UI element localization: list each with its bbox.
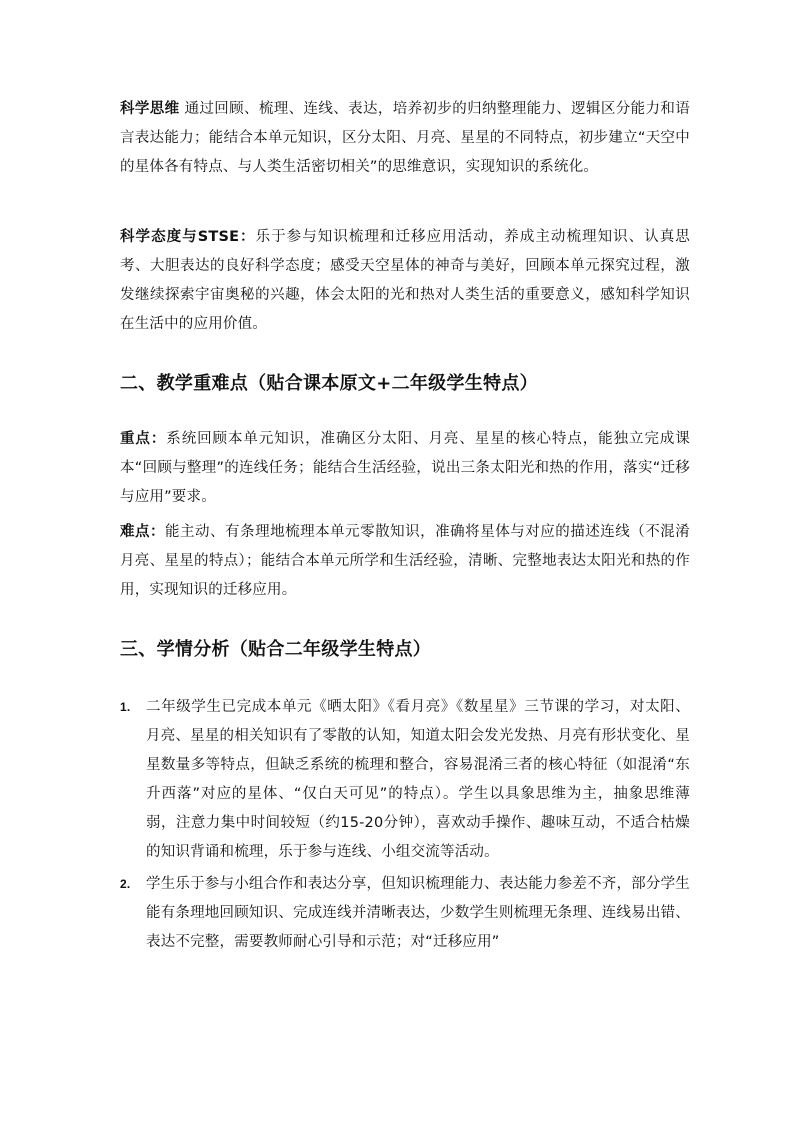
scientific-thinking-text: 通过回顾、梳理、连线、表达，培养初步的归纳整理能力、逻辑区分能力和语言表达能力；能结合本单元知识，区分太阳、月亮、星星的不同特点，初步建立“天空中的星体各有特点、与人类生活密切相关”的思维意识，实现知识的系统化。 (120, 101, 690, 175)
list-number: 2. (120, 877, 131, 891)
student-analysis-list (120, 693, 690, 957)
scientific-thinking-label: 科学思维 (120, 101, 180, 117)
list-item (120, 693, 690, 867)
key-point-text: 系统回顾本单元知识，准确区分太阳、月亮、星星的核心特点，能独立完成课本“回顾与整理”的连线任务；能结合生活经验，说出三条太阳光和热的作用，落实“迁移与应用”要求。 (120, 431, 690, 505)
key-point-label: 重点： (120, 431, 167, 447)
difficulty-paragraph (120, 518, 690, 605)
scientific-attitude-label: 科学态度与STSE： (120, 229, 256, 245)
section-three-heading: 三、学情分析（贴合二年级学生特点） (120, 639, 432, 660)
list-item-text: 二年级学生已完成本单元《晒太阳》《看月亮》《数星星》三节课的学习，对太阳、月亮、星星的相关知识有了零散的认知，知道太阳会发光发热、月亮有形状变化、星星数量多等特点，但缺乏系统的梳理和整合，容易混淆三者的核心特征（如混淆“东升西落”对应的星体、“仅白天可见”的特点）。学生以具象思维为主，抽象思维薄弱，注意力集中时间较短（约15-20分钟），喜欢动手操作、趣味互动，不适合枯燥的知识背诵和梳理，乐于参与连线、小组交流等活动。 (146, 699, 690, 860)
scientific-thinking-paragraph (120, 95, 690, 182)
list-number: 1. (120, 700, 131, 714)
section-two-heading: 二、教学重难点（贴合课本原文+二年级学生特点） (120, 373, 538, 394)
scientific-attitude-text: 乐于参与知识梳理和迁移应用活动，养成主动梳理知识、认真思考、大胆表达的良好科学态度；感受天空星体的神奇与美好，回顾本单元探究过程，激发继续探索宇宙奥秘的兴趣，体会太阳的光和热对人类生活的重要意义，感知科学知识在生活中的应用价值。 (120, 229, 690, 332)
list-item (120, 870, 690, 957)
difficulty-text: 能主动、有条理地梳理本单元零散知识，准确将星体与对应的描述连线（不混淆月亮、星星的特点）；能结合本单元所学和生活经验，清晰、完整地表达太阳光和热的作用，实现知识的迁移应用。 (120, 524, 690, 598)
key-point-paragraph (120, 425, 690, 512)
list-item-text: 学生乐于参与小组合作和表达分享，但知识梳理能力、表达能力参差不齐，部分学生能有条理地回顾知识、完成连线并清晰表达，少数学生则梳理无条理、连线易出错、表达不完整，需要教师耐心引导和示范；对“迁移应用” (146, 876, 690, 950)
difficulty-label: 难点： (120, 524, 166, 540)
scientific-attitude-paragraph (120, 223, 690, 339)
